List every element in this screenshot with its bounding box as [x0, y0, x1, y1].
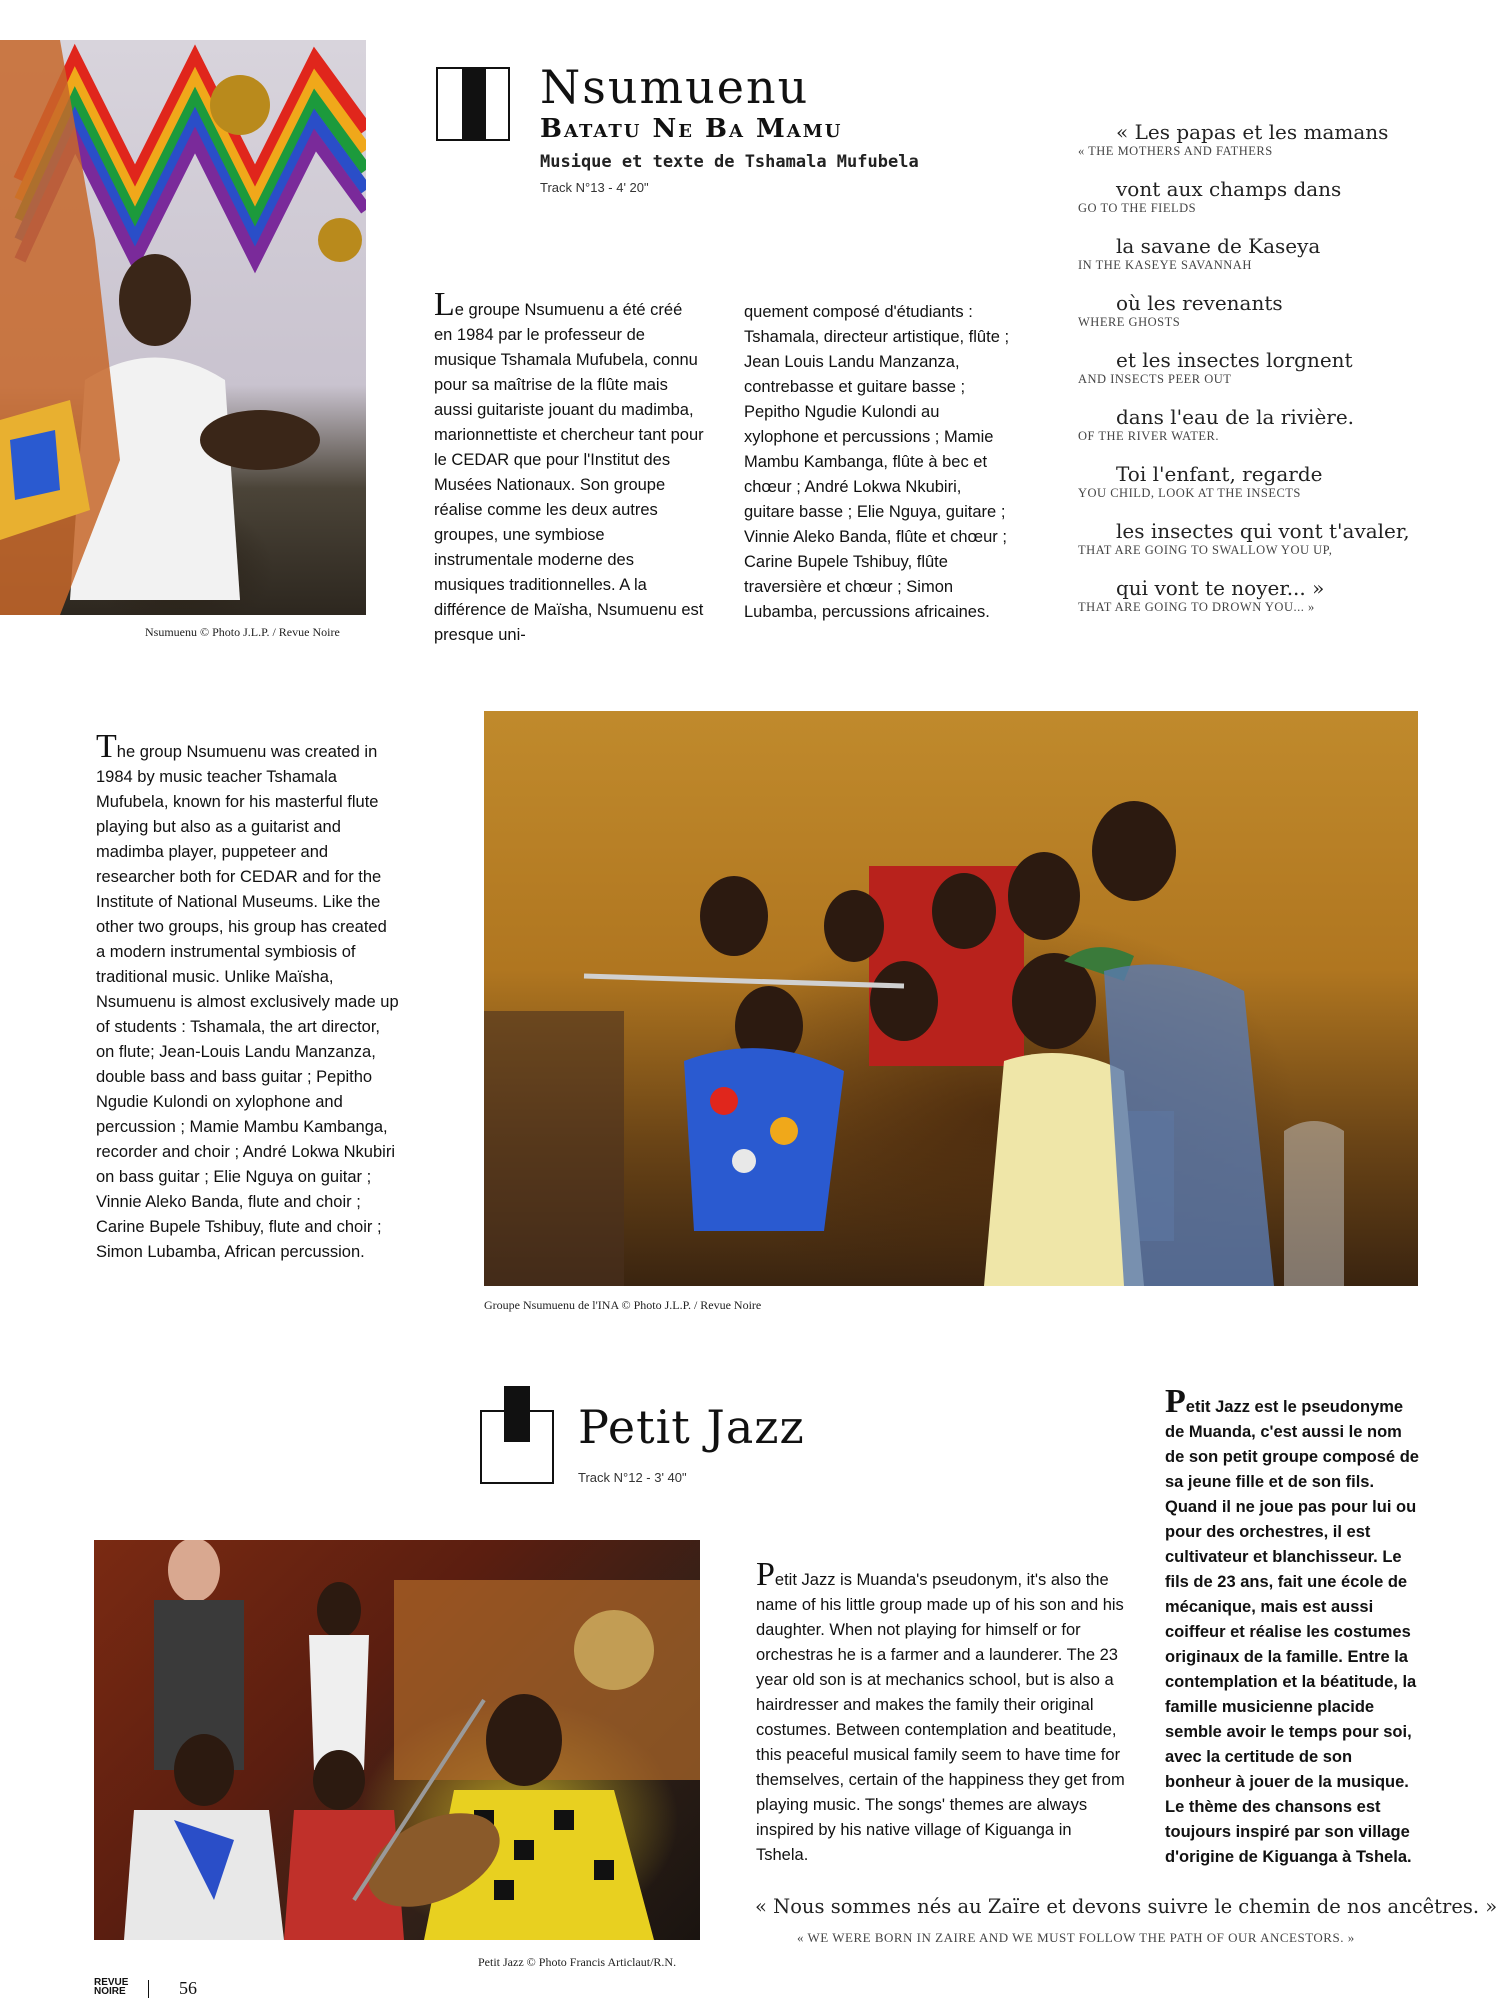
nsumuenu-portrait-photo	[0, 40, 366, 615]
group-illustration	[484, 711, 1418, 1286]
magazine-logo-line1: REVUE	[94, 1977, 129, 1988]
nsumuenu-french-text-col2: quement composé d'étudiants : Tshamala, directeur artistique, flûte ; Jean Louis Landu Manzanza, contrebasse et guitare basse ; Pepitho Ngudie Kulondi au xylophone et percussions ; Mamie Mambu Kambanga, flûte à bec et chœur ; André Lokwa Nkubiri, guitare basse ; Elie Nguya, guitare ; Vinnie Aleko Banda, flûte et chœur ; Carine Bupele Tshibuy, flûte traversière et chœur ; Simon Lubamba, percussions africaines.	[744, 303, 1010, 621]
petit-jazz-quote-french: « Nous sommes nés au Zaïre et devons suivre le chemin de nos ancêtres. »	[755, 1895, 1498, 1918]
lyric-line-english: YOU CHILD, LOOK AT THE INSECTS	[1078, 486, 1301, 500]
nsumuenu-title: Nsumuenu	[540, 60, 810, 114]
page-number: 56	[179, 1978, 197, 1998]
nsumuenu-french-text-col1	[434, 286, 704, 648]
lyric-line-french: qui vont te noyer... »	[1116, 576, 1325, 600]
french-text-body: etit Jazz est le pseudonyme de Muanda, c'est aussi le nom de son petit groupe composé de sa jeune fille et de son fils. Quand il ne joue pas pour lui ou pour des orchestres, il est cultivateur et blanchisseur. Le fils de 23 ans, fait une école de mécanique, mais est aussi coiffeur et réalise les costumes originaux de la famille. Entre la contemplation et la béatitude, la famille musicienne placide semble avoir le temps pour soi, avec la certitude de son bonheur à jouer de la musique. Le thème des chansons est toujours inspiré par son village d'origine de Kiguanga à Tshela.	[1165, 1398, 1419, 1866]
lyric-line-english: GO TO THE FIELDS	[1078, 201, 1197, 215]
english-text-body: etit Jazz is Muanda's pseudonym, it's also the name of his little group made up of his son and his daughter. When not playing for himself or for orchestras he is a farmer and a launderer. The 23 year old son is at mechanics school, but is also a hairdresser and makes the family their original costumes. Between contemplation and beatitude, this peaceful musical family seem to have time for themselves, certain of the happiness they get from playing music. The songs' themes are always inspired by his native village of Kiguanga in Tshela.	[756, 1571, 1125, 1864]
lyric-line-english: « THE MOTHERS AND FATHERS	[1078, 144, 1273, 158]
petit-jazz-photo	[94, 1540, 700, 1940]
lyric-line-french: dans l'eau de la rivière.	[1116, 405, 1355, 429]
magazine-logo	[94, 1978, 128, 1996]
lyric-line-english: WHERE GHOSTS	[1078, 315, 1181, 329]
lyric-line-french: vont aux champs dans	[1116, 177, 1342, 201]
lyric-line-french: Toi l'enfant, regarde	[1116, 462, 1323, 486]
petit-jazz-illustration	[94, 1540, 700, 1940]
petit-jazz-logo-icon	[480, 1410, 554, 1484]
nsumuenu-track: Track N°13 - 4' 20"	[540, 180, 649, 195]
drop-cap: P	[756, 1556, 775, 1593]
drop-cap: T	[96, 728, 117, 765]
petit-jazz-french-text	[1165, 1383, 1420, 1870]
nsumuenu-subtitle: Batatu Ne Ba Mamu	[540, 114, 843, 144]
nsumuenu-lyrics	[1078, 120, 1408, 633]
portrait-caption: Nsumuenu © Photo J.L.P. / Revue Noire	[145, 625, 340, 639]
nsumuenu-credit: Musique et texte de Tshamala Mufubela	[540, 152, 919, 172]
lyric-line-english: IN THE KASEYE SAVANNAH	[1078, 258, 1252, 272]
lyric-line-english: OF THE RIVER WATER.	[1078, 429, 1219, 443]
petit-jazz-quote-english: « WE WERE BORN IN ZAIRE AND WE MUST FOLLOW THE PATH OF OUR ANCESTORS. »	[797, 1930, 1355, 1945]
petit-jazz-caption: Petit Jazz © Photo Francis Articlaut/R.N.	[478, 1955, 677, 1969]
lyric-line-french: et les insectes lorgnent	[1116, 348, 1353, 372]
drop-cap: L	[434, 286, 455, 323]
nsumuenu-group-photo	[484, 711, 1418, 1286]
magazine-logo-line2: NOIRE	[94, 1986, 126, 1997]
petit-jazz-title: Petit Jazz	[578, 1400, 805, 1454]
french-text-col1-body: e groupe Nsumuenu a été créé en 1984 par le professeur de musique Tshamala Mufubela, connu pour sa maîtrise de la flûte mais aussi guitariste jouant du madimba, marionnettiste et chercheur tant pour le CEDAR que pour l'Institut des Musées Nationaux. Son groupe réalise comme les deux autres groupes, une symbiose instrumentale moderne des musiques traditionnelles. A la différence de Maïsha, Nsumuenu est presque uni-	[434, 301, 704, 644]
nsumuenu-logo-icon	[436, 67, 510, 141]
petit-jazz-track: Track N°12 - 3' 40"	[578, 1470, 687, 1485]
lyric-line-french: « Les papas et les mamans	[1116, 120, 1389, 144]
lyric-line-french: la savane de Kaseya	[1116, 234, 1321, 258]
lyric-line-french: les insectes qui vont t'avaler,	[1116, 519, 1410, 543]
lyric-line-english: AND INSECTS PEER OUT	[1078, 372, 1232, 386]
english-text-body: he group Nsumuenu was created in 1984 by music teacher Tshamala Mufubela, known for his masterful flute playing but also as a guitarist and madimba player, puppeteer and researcher both for CEDAR and for the Institute of National Museums. Like the other two groups, his group has created a modern instrumental symbiosis of traditional music. Unlike Maïsha, Nsumuenu is almost exclusively made up of students : Tshamala, the art director, on flute; Jean-Louis Landu Manzanza, double bass and bass guitar ; Pepitho Ngudie Kulondi on xylophone and percussion ; Mamie Mambu Kambanga, recorder and choir ; André Lokwa Nkubiri on bass guitar ; Elie Nguya on guitar ; Vinnie Aleko Banda, flute and choir ; Carine Bupele Tshibuy, flute and choir ; Simon Lubamba, African percussion.	[96, 743, 399, 1261]
lyric-line-french: où les revenants	[1116, 291, 1283, 315]
group-photo-caption: Groupe Nsumuenu de l'INA © Photo J.L.P. / Revue Noire	[484, 1298, 762, 1312]
lyric-line-english: THAT ARE GOING TO DROWN YOU... »	[1078, 600, 1315, 614]
drop-cap: P	[1165, 1383, 1186, 1420]
footer-divider	[148, 1980, 149, 1998]
portrait-illustration	[0, 40, 366, 615]
petit-jazz-english-text	[756, 1556, 1126, 1868]
nsumuenu-english-text	[96, 728, 400, 1265]
lyric-line-english: THAT ARE GOING TO SWALLOW YOU UP,	[1078, 543, 1333, 557]
